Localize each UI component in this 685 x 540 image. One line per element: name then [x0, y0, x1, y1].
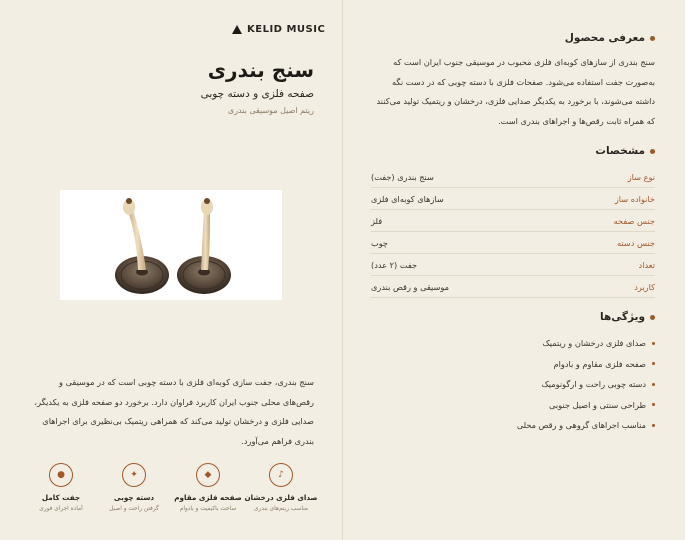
- spec-key: تعداد: [638, 259, 655, 270]
- intro-text: سنج بندری از سازهای کوبه‌ای فلزی محبوب در موسیقی جنوب ایران است که به‌صورت جفت استفاده می‌شود. صفحات فلزی با دسته چوبی که در دست نگه داشته می‌شوند، با برخورد به یکدیگر صدایی فلزی، درخشان و ریتمیک تولید می‌کنند که همراه ثابت رقص‌ها و اجراهای بندری است.: [376, 57, 655, 126]
- spec-value: سنج بندری (جفت): [371, 171, 434, 182]
- product-tagline: ریتم اصیل موسیقی بندری: [227, 106, 314, 115]
- bullet-dot-icon: [652, 424, 655, 427]
- spec-value: موسیقی و رقص بندری: [371, 281, 449, 292]
- icon-sublabel: گرفتن راحت و اصیل: [109, 506, 159, 512]
- icon-sublabel: آماده اجرای فوری: [39, 506, 83, 512]
- specs-table: [371, 166, 655, 298]
- list-item: [517, 374, 655, 395]
- spec-value: جفت (۲ عدد): [371, 259, 418, 270]
- icon-label: جفت کامل: [41, 493, 81, 502]
- triangle-logo-icon: [232, 25, 242, 34]
- feature-icons-row: [18, 463, 330, 523]
- product-image: [60, 190, 282, 300]
- spec-key: جنس دسته: [617, 237, 655, 248]
- spec-key: جنس صفحه: [613, 215, 655, 226]
- features-title: ویژگی‌ها: [600, 311, 645, 323]
- bullet-dot-icon: [652, 342, 655, 345]
- icon-label: دسته چوبی: [113, 493, 155, 502]
- spec-key: خانواده ساز: [614, 193, 655, 204]
- intro-heading: [565, 32, 655, 44]
- brand-name: KELID MUSIC: [247, 24, 326, 35]
- icon-sublabel: ساخت باکیفیت و بادوام: [179, 506, 237, 512]
- spec-row: [371, 276, 655, 298]
- features-heading: [600, 311, 655, 323]
- intro-title: معرفی محصول: [564, 32, 645, 44]
- list-item: [517, 333, 655, 354]
- list-item: [517, 354, 655, 375]
- bullet-dot-icon: [650, 36, 655, 41]
- specs-heading: [595, 145, 655, 157]
- sparkle-icon: [122, 463, 146, 487]
- spec-row: [371, 232, 655, 254]
- feature-icon-item: [18, 463, 104, 512]
- brand-logo: [232, 24, 325, 35]
- spec-key: کاربرد: [634, 281, 655, 292]
- spec-key: نوع ساز: [627, 171, 655, 182]
- bullet-dot-icon: [652, 403, 655, 406]
- feature-text: صدای فلزی درخشان و ریتمیک: [542, 338, 646, 349]
- title-block: [201, 58, 314, 115]
- bullet-dot-icon: [650, 149, 655, 154]
- feature-text: طراحی سنتی و اصیل جنوبی: [549, 399, 646, 410]
- product-description: سنج بندری، جفت سازی کوبه‌ای فلزی با دسته چوبی است که در موسیقی و رقص‌های محلی جنوب ایران کاربرد فراوان دارد. برخورد دو صفحه فلزی به یکدیگر، صدایی فلزی و درخشان تولید می‌کند که همراهی ریتمیک بی‌نظیری برای اجراهای بندری فراهم می‌آورد.: [34, 377, 314, 446]
- feature-text: دسته چوبی راحت و ارگونومیک: [541, 379, 646, 390]
- cymbal-right: [177, 198, 231, 294]
- dot-icon: [49, 463, 73, 487]
- icon-label: صفحه فلزی مقاوم: [174, 493, 242, 502]
- icon-glyph: ◆: [204, 470, 212, 480]
- spec-value: سازهای کوبه‌ای فلزی: [371, 193, 444, 204]
- spec-row: [371, 210, 655, 232]
- spec-value: فلز: [371, 215, 383, 226]
- features-list: [517, 333, 655, 436]
- product-subtitle: صفحه فلزی و دسته چوبی: [200, 88, 314, 100]
- icon-glyph: ♪: [278, 470, 284, 480]
- list-item: [517, 415, 655, 436]
- icon-label: صدای فلزی درخشان: [244, 493, 318, 502]
- diamond-icon: [196, 463, 220, 487]
- feature-text: مناسب اجراهای گروهی و رقص محلی: [516, 420, 646, 431]
- icon-glyph: ●: [57, 470, 65, 480]
- specs-title: مشخصات: [595, 145, 645, 157]
- cymbals-illustration: [60, 190, 282, 300]
- spec-row: [371, 254, 655, 276]
- list-item: [517, 395, 655, 416]
- music-note-icon: [269, 463, 293, 487]
- feature-icon-item: [165, 463, 251, 512]
- bullet-dot-icon: [652, 362, 655, 365]
- icon-sublabel: مناسب ریتم‌های بندری: [254, 506, 308, 512]
- page-title: سنج بندری: [207, 58, 314, 82]
- cymbal-left: [115, 198, 169, 294]
- spec-row: [371, 166, 655, 188]
- spec-row: [371, 188, 655, 210]
- spec-value: چوب: [371, 237, 388, 248]
- column-divider: [342, 0, 343, 540]
- bullet-dot-icon: [652, 383, 655, 386]
- bullet-dot-icon: [650, 315, 655, 320]
- icon-glyph: ✦: [130, 470, 138, 480]
- feature-text: صفحه فلزی مقاوم و بادوام: [553, 358, 646, 369]
